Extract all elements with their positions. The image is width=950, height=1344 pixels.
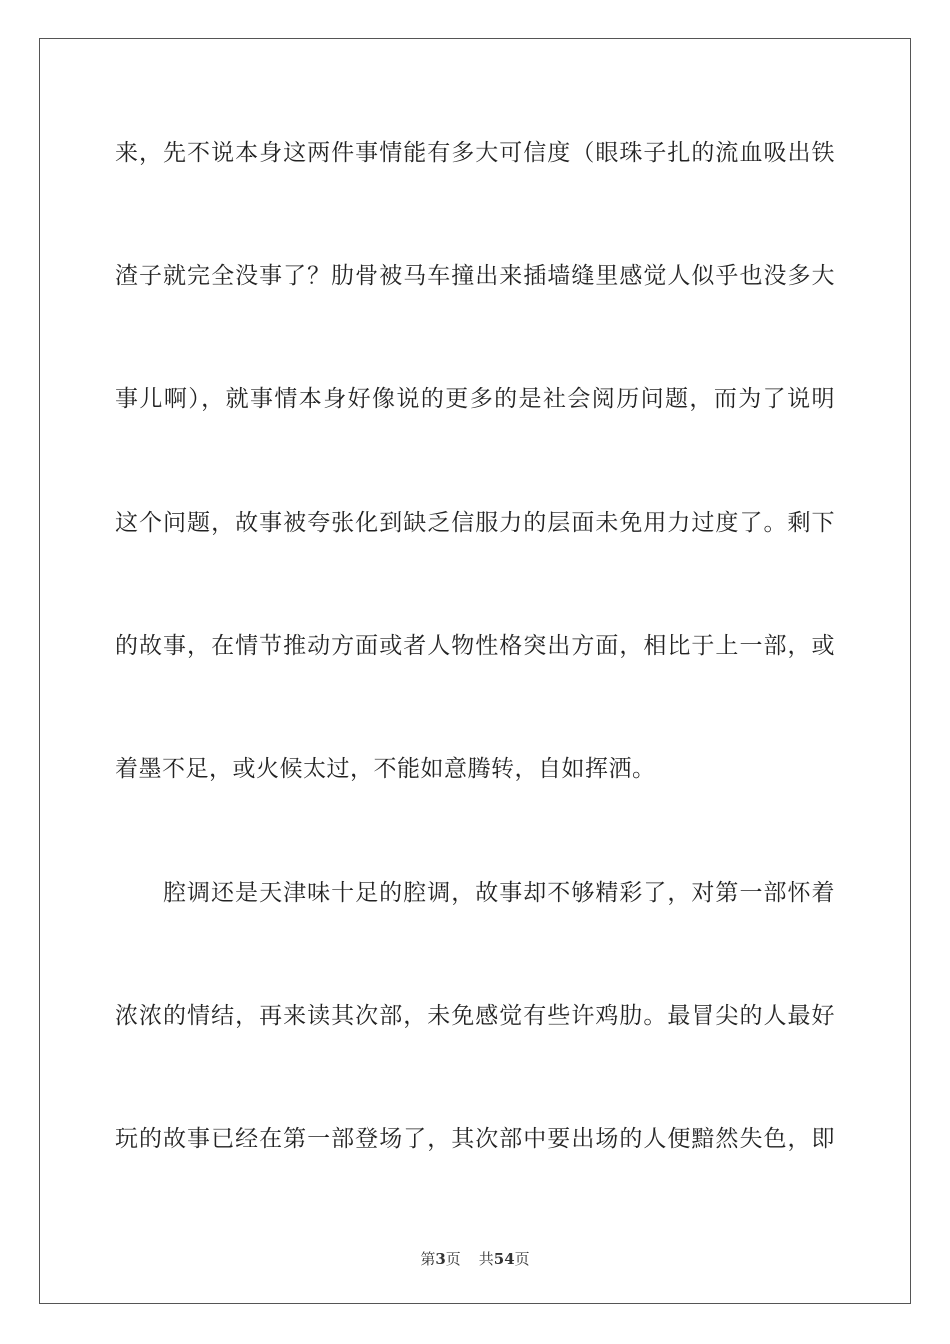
text-line: 渣子就完全没事了？肋骨被马车撞出来插墙缝里感觉人似乎也没多大 xyxy=(115,263,835,289)
page-footer xyxy=(0,1248,950,1269)
total-pages: 54 xyxy=(493,1250,515,1268)
text-line: 这个问题，故事被夸张化到缺乏信服力的层面未免用力过度了。剩下 xyxy=(115,510,835,536)
page-prefix: 第 xyxy=(420,1250,436,1268)
text-line: 玩的故事已经在第一部登场了，其次部中要出场的人便黯然失色，即 xyxy=(115,1126,835,1152)
text-line: 的故事，在情节推动方面或者人物性格突出方面，相比于上一部，或 xyxy=(115,633,835,659)
page-border xyxy=(39,38,911,1304)
paragraph-first-line: 腔调还是天津味十足的腔调，故事却不够精彩了，对第一部怀着 xyxy=(163,880,835,906)
page-number: 3 xyxy=(435,1250,446,1268)
page-suffix: 页 xyxy=(445,1250,461,1268)
text-line: 着墨不足，或火候太过，不能如意腾转，自如挥洒。 xyxy=(115,756,656,782)
total-prefix: 共 xyxy=(478,1250,494,1268)
total-suffix: 页 xyxy=(514,1250,530,1268)
text-line: 浓浓的情结，再来读其次部，未免感觉有些许鸡肋。最冒尖的人最好 xyxy=(115,1003,835,1029)
text-line: 来，先不说本身这两件事情能有多大可信度（眼珠子扎的流血吸出铁 xyxy=(115,140,835,166)
text-line: 事儿啊），就事情本身好像说的更多的是社会阅历问题，而为了说明 xyxy=(115,386,835,412)
